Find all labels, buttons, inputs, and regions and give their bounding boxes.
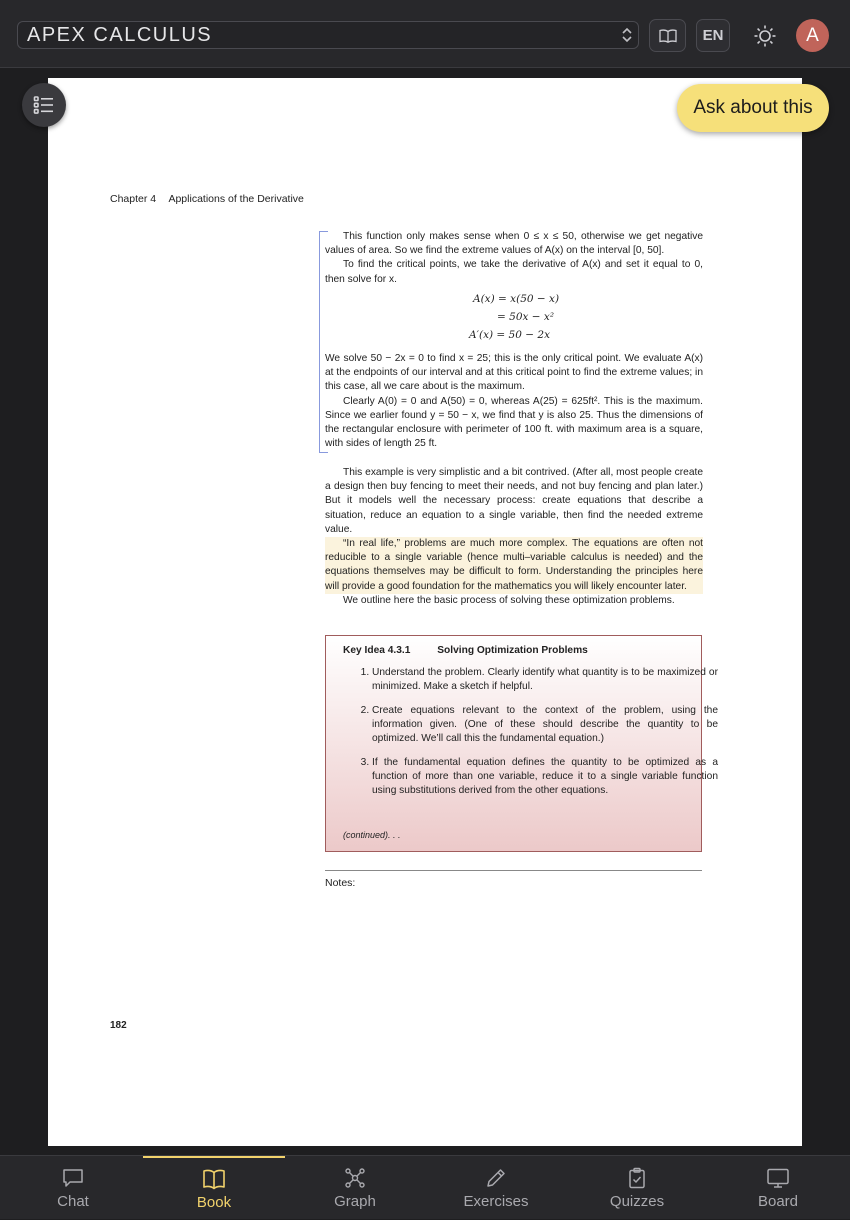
clipboard-check-icon xyxy=(626,1167,648,1189)
avatar[interactable]: A xyxy=(796,19,829,52)
language-button[interactable]: EN xyxy=(696,19,730,52)
chat-icon xyxy=(62,1167,84,1189)
open-book-icon xyxy=(659,29,677,43)
tab-label: Quizzes xyxy=(609,1192,665,1210)
paragraph: This example is very simplistic and a bit contrived. (After all, most people create a design then buy fencing to meet their needs, and not buy fencing and plan later.) But it models well the necessary process: create equations that describe a situation, reduce an equation to a single variable, then find the needed extreme value. xyxy=(325,467,703,535)
chapter-header xyxy=(110,192,314,206)
equation-line: A(x) = x(50 − x) xyxy=(473,293,560,305)
paragraph: This function only makes sense when 0 ≤ x ≤ 50, otherwise we get negative values of area. So we find the extreme values of A(x) on the interval [0, 50]. xyxy=(325,231,703,257)
tab-label: Exercises xyxy=(463,1192,529,1210)
paragraph: We solve 50 − 2x = 0 to find x = 25; this is the only critical point. We evaluate A(x) at the endpoints of our interval and at this critical point to find the extreme values; in this case, all we care about is the maximum. xyxy=(325,353,703,393)
list-icon xyxy=(33,95,55,115)
table-of-contents-button[interactable] xyxy=(22,83,66,127)
theme-toggle[interactable] xyxy=(749,19,781,52)
list-item: 3. If the fundamental equation defines the quantity to be optimized as a function of more than one variable, reduce it to a single variable function using substitutions derived from the other equations. xyxy=(372,756,718,798)
tab-book[interactable] xyxy=(143,1156,285,1220)
highlighted-paragraph[interactable]: “In real life,” problems are much more complex. The equations are often not reducible to a single variable (hence multi–variable calculus is needed) and the equations themselves may be difficult to form. Understanding the principles here will provide a good foundation for the mathematics you will likely encounter later. xyxy=(325,537,703,594)
list-item: 1. Understand the problem. Clearly identify what quantity is to be maximized or minimized. Make a sketch if helpful. xyxy=(372,666,718,694)
equation-line: = 50x − x² xyxy=(497,311,555,323)
chapter-title: Applications of the Derivative xyxy=(168,193,304,205)
tab-board[interactable] xyxy=(707,1156,849,1220)
book-title: APEX CALCULUS xyxy=(27,23,213,46)
book-viewer xyxy=(0,69,850,1155)
whiteboard-icon xyxy=(766,1167,790,1189)
reader-mode-button[interactable] xyxy=(649,19,686,52)
tab-label: Chat xyxy=(57,1192,89,1210)
key-idea-header xyxy=(343,645,588,656)
chevron-updown-icon xyxy=(616,27,638,43)
paragraph: We outline here the basic process of solving these optimization problems. xyxy=(343,594,675,606)
paragraph: To find the critical points, we take the derivative of A(x) and set it equal to 0, then solve for x. xyxy=(325,259,703,285)
equation-line: A′(x) = 50 − 2x xyxy=(469,329,550,341)
top-bar xyxy=(0,0,850,68)
book-selector[interactable] xyxy=(17,21,639,49)
key-idea-title: Solving Optimization Problems xyxy=(437,645,588,656)
book-icon xyxy=(202,1168,226,1190)
text-block-2 xyxy=(325,352,703,451)
divider xyxy=(325,870,702,871)
tab-label: Graph xyxy=(334,1192,376,1210)
notes-label: Notes: xyxy=(325,877,356,889)
ask-about-this-button[interactable]: Ask about this xyxy=(677,84,829,132)
tab-chat[interactable] xyxy=(2,1156,144,1220)
tab-graph[interactable] xyxy=(284,1156,426,1220)
tab-label: Board xyxy=(757,1192,799,1210)
graph-network-icon xyxy=(344,1167,366,1189)
key-idea-label: Key Idea 4.3.1 xyxy=(343,645,411,656)
tab-quizzes[interactable] xyxy=(566,1156,708,1220)
text-block-1 xyxy=(325,230,703,287)
tab-exercises[interactable] xyxy=(425,1156,567,1220)
pencil-icon xyxy=(485,1167,507,1189)
text-block-3 xyxy=(325,466,703,608)
tab-label: Book xyxy=(196,1193,232,1211)
page-number: 182 xyxy=(110,1020,127,1031)
sun-icon xyxy=(753,24,777,48)
book-page xyxy=(48,78,802,1146)
key-idea-list xyxy=(340,666,718,808)
chapter-number: Chapter 4 xyxy=(110,193,157,205)
paragraph: Clearly A(0) = 0 and A(50) = 0, whereas A(25) = 625ft². This is the maximum. Since we earlier found y = 50 − x, we find that y is also 25. Thus the dimensions of the rectangular enclosure with perimeter of 100 ft. with maximum area is a square, with sides of length 25 ft. xyxy=(325,395,703,450)
continued-label: (continued). . . xyxy=(343,830,401,840)
key-idea-box xyxy=(325,635,718,852)
list-item: 2. Create equations relevant to the context of the problem, using the information given. (One of these should describe the quantity to be optimized. We’ll call this the fundamental equation.) xyxy=(372,704,718,746)
bottom-nav xyxy=(0,1155,850,1219)
